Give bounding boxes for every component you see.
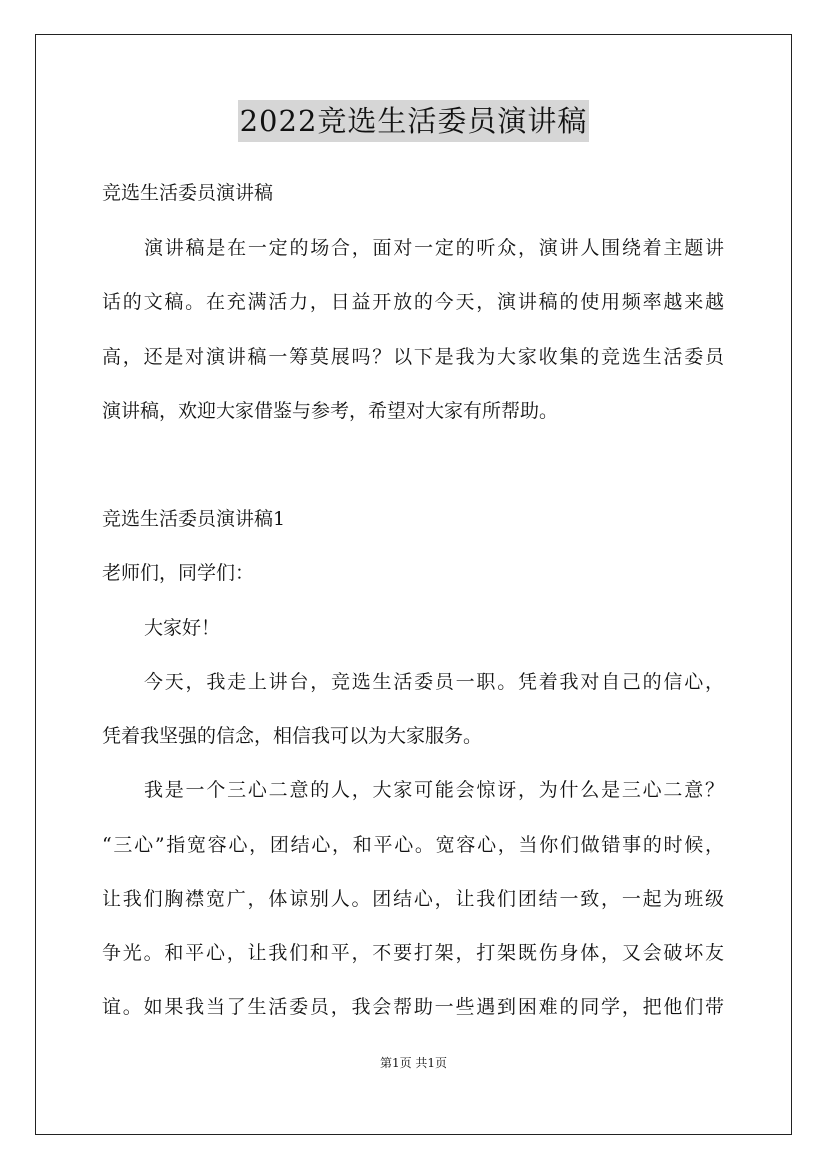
paragraph-line: 谊。如果我当了生活委员，我会帮助一些遇到困难的同学，把他们带 bbox=[102, 996, 724, 1018]
section-heading: 竞选生活委员演讲稿1 bbox=[102, 508, 286, 530]
intro-line: 演讲稿，欢迎大家借鉴与参考，希望对大家有所帮助。 bbox=[102, 400, 559, 422]
intro-line: 演讲稿是在一定的场合，面对一定的听众，演讲人围绕着主题讲 bbox=[144, 237, 724, 259]
intro-line: 高，还是对演讲稿一筹莫展吗？以下是我为大家收集的竞选生活委员 bbox=[102, 346, 724, 368]
paragraph-line: “三心”指宽容心，团结心，和平心。宽容心，当你们做错事的时候， bbox=[102, 834, 724, 856]
page-number-footer: 第1页 共1页 bbox=[379, 1056, 448, 1070]
paragraph-line: 凭着我坚强的信念，相信我可以为大家服务。 bbox=[102, 725, 483, 747]
salutation: 老师们，同学们： bbox=[102, 562, 255, 584]
title-container bbox=[0, 100, 827, 142]
paragraph-line: 争光。和平心，让我们和平，不要打架，打架既伤身体，又会破坏友 bbox=[102, 942, 724, 964]
subtitle: 竞选生活委员演讲稿 bbox=[102, 182, 274, 204]
greeting: 大家好！ bbox=[144, 617, 221, 639]
document-title: 2022竞选生活委员演讲稿 bbox=[238, 100, 590, 142]
intro-line: 话的文稿。在充满活力，日益开放的今天，演讲稿的使用频率越来越 bbox=[102, 291, 724, 313]
paragraph-line: 今天，我走上讲台，竞选生活委员一职。凭着我对自己的信心， bbox=[144, 671, 724, 693]
paragraph-line: 我是一个三心二意的人，大家可能会惊讶，为什么是三心二意？ bbox=[144, 779, 724, 801]
paragraph-line: 让我们胸襟宽广，体谅别人。团结心，让我们团结一致，一起为班级 bbox=[102, 888, 724, 910]
